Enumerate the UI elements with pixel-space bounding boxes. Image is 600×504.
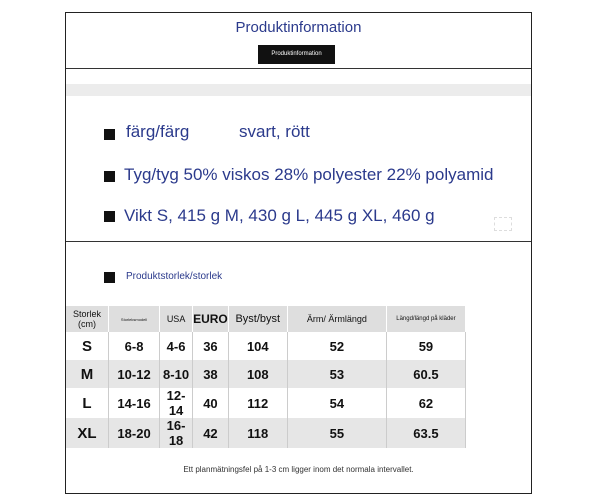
table-cell: 55 — [287, 418, 386, 448]
size-section-title: Produktstorlek/storlek — [126, 271, 223, 282]
bullet-square-icon — [104, 171, 115, 182]
column-header: USA — [160, 306, 193, 332]
table-cell: 104 — [228, 332, 287, 360]
table-row — [66, 418, 466, 448]
spec-color-label: färg/färg — [126, 122, 190, 141]
table-header-row — [66, 306, 466, 332]
bullet-square-icon — [104, 272, 115, 283]
table-cell: 42 — [193, 418, 229, 448]
table-cell: 112 — [228, 388, 287, 418]
table-cell: 54 — [287, 388, 386, 418]
table-cell: 63.5 — [386, 418, 465, 448]
table-cell: 16-18 — [160, 418, 193, 448]
column-header: Byst/byst — [228, 306, 287, 332]
grey-band — [66, 84, 531, 96]
table-cell: L — [66, 388, 109, 418]
table-cell: S — [66, 332, 109, 360]
table-cell: 8-10 — [160, 360, 193, 388]
spec-weight: Vikt S, 415 g M, 430 g L, 445 g XL, 460 g — [124, 206, 435, 225]
column-header: EURO — [193, 306, 229, 332]
table-row — [66, 388, 466, 418]
table-cell: 14-16 — [109, 388, 160, 418]
table-cell: 6-8 — [109, 332, 160, 360]
table-cell: 62 — [386, 388, 465, 418]
watermark-icon — [494, 217, 512, 231]
column-header: Storlek (cm) — [66, 306, 109, 332]
table-cell: 118 — [228, 418, 287, 448]
column-header: Längd/längd på kläder — [386, 306, 465, 332]
column-header: Ärm/ Ärmlängd — [287, 306, 386, 332]
divider — [66, 68, 531, 69]
bullet-square-icon — [104, 129, 115, 140]
table-cell: 4-6 — [160, 332, 193, 360]
table-cell: 52 — [287, 332, 386, 360]
column-header: Storleksmodell — [109, 306, 160, 332]
table-cell: 40 — [193, 388, 229, 418]
spec-color-value: svart, rött — [239, 122, 310, 141]
table-cell: 12-14 — [160, 388, 193, 418]
table-cell: 108 — [228, 360, 287, 388]
table-cell: 18-20 — [109, 418, 160, 448]
table-row — [66, 360, 466, 388]
divider — [66, 241, 531, 242]
size-table — [66, 306, 466, 448]
table-cell: 53 — [287, 360, 386, 388]
page-title: Produktinformation — [235, 19, 362, 36]
table-row — [66, 332, 466, 360]
table-cell: 10-12 — [109, 360, 160, 388]
table-cell: 38 — [193, 360, 229, 388]
bullet-square-icon — [104, 211, 115, 222]
section-badge: Produktinformation — [258, 45, 335, 64]
spec-fabric: Tyg/tyg 50% viskos 28% polyester 22% polyamid — [124, 165, 494, 184]
table-cell: 36 — [193, 332, 229, 360]
table-cell: M — [66, 360, 109, 388]
table-cell: 60.5 — [386, 360, 465, 388]
table-cell: XL — [66, 418, 109, 448]
product-info-card — [65, 12, 532, 494]
table-cell: 59 — [386, 332, 465, 360]
measurement-note: Ett planmätningsfel på 1-3 cm ligger inom det normala intervallet. — [183, 465, 414, 474]
